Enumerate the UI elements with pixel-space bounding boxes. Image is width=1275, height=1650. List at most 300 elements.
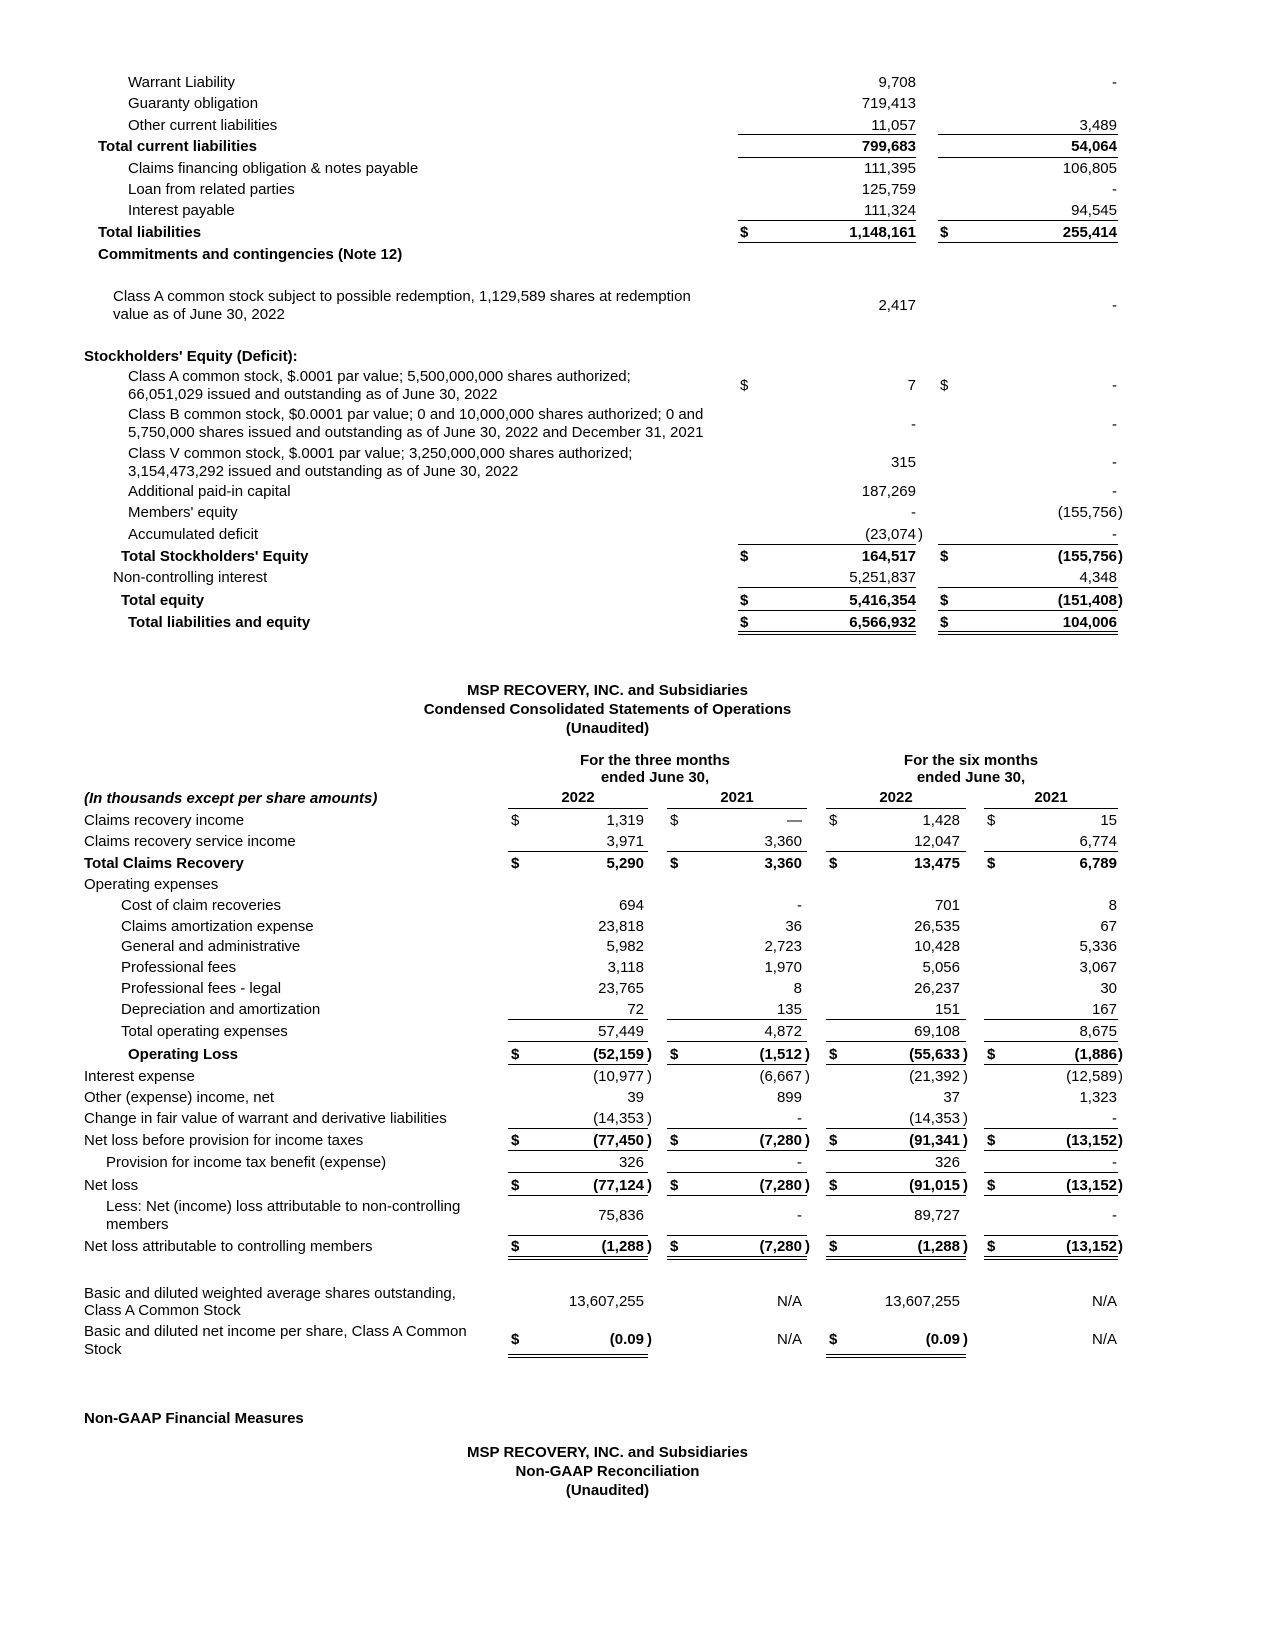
value-3m-2022: 326 [618, 1154, 644, 1171]
year-header: 2021 [1034, 789, 1068, 806]
value-2021: - [1112, 483, 1117, 500]
value-6m-2022: 151 [934, 1001, 960, 1018]
currency-symbol: $ [829, 1046, 838, 1063]
row-label: Less: Net (income) loss attributable to non-controlling [106, 1198, 461, 1215]
value-6m-2022: 13,475 [914, 855, 960, 872]
double-underline [826, 1354, 966, 1358]
currency-symbol: $ [511, 1238, 520, 1255]
underline [984, 1195, 1118, 1196]
value-3m-2021: — [787, 812, 802, 829]
underline [984, 851, 1118, 852]
row-label: Depreciation and amortization [121, 1001, 321, 1018]
value-2022: 9,708 [878, 74, 916, 91]
value-6m-2021: 1,323 [1079, 1089, 1117, 1106]
value-3m-2021: - [797, 1110, 802, 1127]
currency-symbol: $ [940, 377, 949, 394]
underline [826, 1064, 966, 1065]
row-label: Claims amortization expense [121, 918, 314, 935]
row-label: Guaranty obligation [128, 95, 259, 112]
value-3m-2021: N/A [776, 1331, 802, 1348]
value-2022: 125,759 [861, 181, 916, 198]
row-label: Operating expenses [84, 876, 219, 893]
close-paren: ) [805, 1046, 810, 1063]
row-label: Class V common stock, $.0001 par value; 3,250,000,000 shares authorized; [128, 445, 633, 462]
row-label: Class B common stock, $0.0001 par value; 0 and 10,000,000 shares authorized; 0 and [128, 406, 704, 423]
currency-symbol: $ [829, 855, 838, 872]
value-3m-2022: (10,977 [593, 1068, 644, 1085]
underline [938, 544, 1118, 545]
currency-symbol: $ [511, 812, 520, 829]
non-gaap-title [0, 1443, 1275, 1500]
row-label: Basic and diluted weighted average shares outstanding, [84, 1285, 456, 1302]
row-label: Members' equity [128, 504, 238, 521]
currency-symbol: $ [940, 224, 949, 241]
close-paren: ) [1118, 504, 1123, 521]
row-label: Total Stockholders' Equity [121, 548, 309, 565]
value-3m-2021: 899 [776, 1089, 802, 1106]
underline [667, 1235, 807, 1236]
row-label: Class A common stock, $.0001 par value; 5,500,000,000 shares authorized; [128, 368, 631, 385]
value-2022: 164,517 [861, 548, 916, 565]
underline [667, 1172, 807, 1173]
value-6m-2021: 167 [1091, 1001, 1117, 1018]
row-label: Class A Common Stock [84, 1302, 241, 1319]
underline [508, 808, 648, 809]
value-3m-2022: (52,159 [593, 1046, 644, 1063]
value-2022: - [911, 416, 916, 433]
value-3m-2022: (14,353 [593, 1110, 644, 1127]
close-paren: ) [647, 1068, 652, 1085]
value-6m-2022: (0.09 [925, 1331, 960, 1348]
double-underline [938, 631, 1118, 635]
value-2022: 7 [907, 377, 916, 394]
value-6m-2021: 30 [1100, 980, 1117, 997]
underline [938, 587, 1118, 588]
value-2021: 94,545 [1071, 202, 1117, 219]
currency-symbol: $ [940, 592, 949, 609]
value-6m-2021: (13,152 [1066, 1132, 1117, 1149]
close-paren: ) [963, 1046, 968, 1063]
underline [938, 134, 1118, 135]
value-2022: 11,057 [871, 117, 916, 134]
double-underline [738, 631, 916, 635]
close-paren: ) [963, 1331, 968, 1348]
value-6m-2021: 6,774 [1079, 833, 1117, 850]
value-2022: 1,148,161 [849, 224, 916, 241]
double-underline [508, 1354, 648, 1358]
value-2021: (155,756 [1057, 504, 1117, 521]
value-2021: (151,408 [1057, 592, 1117, 609]
value-2021: - [1112, 526, 1117, 543]
value-6m-2021: (13,152 [1066, 1238, 1117, 1255]
value-6m-2022: (55,633 [909, 1046, 960, 1063]
close-paren: ) [1118, 1132, 1123, 1149]
value-3m-2021: 135 [776, 1001, 802, 1018]
value-2022: 111,324 [864, 202, 916, 219]
currency-symbol: $ [670, 1177, 679, 1194]
row-label: Total current liabilities [98, 138, 257, 155]
currency-symbol: $ [670, 855, 679, 872]
value-6m-2021: 8 [1108, 897, 1117, 914]
double-underline [984, 1256, 1118, 1260]
currency-symbol: $ [670, 1132, 679, 1149]
value-3m-2022: 23,765 [598, 980, 644, 997]
close-paren: ) [647, 1177, 652, 1194]
close-paren: ) [805, 1238, 810, 1255]
unit-note: (In thousands except per share amounts) [84, 790, 378, 807]
row-label: Change in fair value of warrant and derivative liabilities [84, 1110, 447, 1127]
value-2022: 5,251,837 [849, 569, 916, 586]
row-label: Interest payable [128, 202, 235, 219]
value-3m-2022: 694 [618, 897, 644, 914]
underline [984, 1150, 1118, 1151]
value-3m-2021: 1,970 [764, 959, 802, 976]
close-paren: ) [963, 1068, 968, 1085]
row-label: 66,051,029 issued and outstanding as of June 30, 2022 [128, 386, 498, 403]
close-paren: ) [805, 1068, 810, 1085]
value-3m-2021: - [797, 897, 802, 914]
value-6m-2022: 26,535 [914, 918, 960, 935]
underline [826, 1172, 966, 1173]
three-months-header [540, 752, 770, 786]
audit-status: (Unaudited) [565, 1482, 650, 1499]
value-6m-2021: 3,067 [1079, 959, 1117, 976]
underline [826, 1235, 966, 1236]
currency-symbol: $ [511, 1046, 520, 1063]
value-6m-2022: 1,428 [922, 812, 960, 829]
currency-symbol: $ [511, 855, 520, 872]
underline [984, 1041, 1118, 1042]
currency-symbol: $ [740, 377, 749, 394]
row-label: Accumulated deficit [128, 526, 259, 543]
value-2021: - [1112, 297, 1117, 314]
currency-symbol: $ [987, 855, 996, 872]
value-2021: 104,006 [1062, 614, 1117, 631]
currency-symbol: $ [740, 614, 749, 631]
close-paren: ) [963, 1238, 968, 1255]
company-name: MSP RECOVERY, INC. and Subsidiaries [467, 1444, 748, 1461]
underline [667, 1019, 807, 1020]
underline [826, 1019, 966, 1020]
value-2021: - [1112, 377, 1117, 394]
close-paren: ) [1118, 592, 1123, 609]
underline [826, 1041, 966, 1042]
row-label: Provision for income tax benefit (expense) [106, 1154, 387, 1171]
value-3m-2022: 23,818 [598, 918, 644, 935]
value-6m-2022: (14,353 [909, 1110, 960, 1127]
underline [508, 851, 648, 852]
row-label: Class A common stock subject to possible redemption, 1,129,589 shares at redemption [113, 288, 691, 305]
underline [826, 1195, 966, 1196]
underline [508, 1019, 648, 1020]
value-2021: - [1112, 181, 1117, 198]
value-6m-2022: 12,047 [914, 833, 960, 850]
currency-symbol: $ [670, 1238, 679, 1255]
close-paren: ) [647, 1046, 652, 1063]
underline [508, 1235, 648, 1236]
close-paren: ) [805, 1132, 810, 1149]
value-3m-2022: 72 [627, 1001, 644, 1018]
value-6m-2021: N/A [1091, 1331, 1117, 1348]
value-2022: 111,395 [864, 160, 916, 177]
underline [938, 157, 1118, 158]
row-label: Basic and diluted net income per share, Class A Common [84, 1323, 467, 1340]
underline [738, 544, 916, 545]
underline [984, 808, 1118, 809]
currency-symbol: $ [987, 1238, 996, 1255]
row-label: Warrant Liability [128, 74, 235, 91]
value-3m-2022: 39 [627, 1089, 644, 1106]
value-2022: 799,683 [861, 138, 916, 155]
row-label: Additional paid-in capital [128, 483, 291, 500]
currency-symbol: $ [987, 1177, 996, 1194]
value-3m-2021: (7,280 [759, 1177, 802, 1194]
row-label: Claims recovery service income [84, 833, 296, 850]
underline [508, 1172, 648, 1173]
statement-name: Non-GAAP Reconciliation [515, 1463, 700, 1480]
value-3m-2021: 4,872 [764, 1023, 802, 1040]
value-2022: 2,417 [878, 297, 916, 314]
value-3m-2022: 75,836 [598, 1207, 644, 1224]
year-header: 2021 [720, 789, 754, 806]
value-2022: - [911, 504, 916, 521]
underline [738, 220, 916, 221]
value-2021: 3,489 [1079, 117, 1117, 134]
row-label: Total equity [121, 592, 205, 609]
currency-symbol: $ [511, 1177, 520, 1194]
value-6m-2021: 5,336 [1079, 938, 1117, 955]
value-6m-2021: 8,675 [1079, 1023, 1117, 1040]
value-3m-2021: N/A [776, 1293, 802, 1310]
value-3m-2022: 1,319 [606, 812, 644, 829]
currency-symbol: $ [670, 1046, 679, 1063]
value-3m-2021: 8 [793, 980, 802, 997]
value-3m-2022: (77,450 [593, 1132, 644, 1149]
row-label: Total Claims Recovery [84, 855, 244, 872]
value-6m-2022: (91,341 [909, 1132, 960, 1149]
value-6m-2021: - [1112, 1154, 1117, 1171]
value-2021: - [1112, 74, 1117, 91]
row-label: Professional fees - legal [121, 980, 282, 997]
underline [508, 1195, 648, 1196]
value-3m-2022: (77,124 [593, 1177, 644, 1194]
underline [738, 610, 916, 611]
header-line: ended June 30, [600, 769, 710, 786]
currency-symbol: $ [940, 614, 949, 631]
row-label: Commitments and contingencies (Note 12) [98, 246, 403, 263]
value-3m-2022: 5,290 [606, 855, 644, 872]
value-2022: 315 [890, 454, 916, 471]
underline [667, 1195, 807, 1196]
underline [508, 1150, 648, 1151]
currency-symbol: $ [940, 548, 949, 565]
row-label: Net loss before provision for income taxes [84, 1132, 364, 1149]
underline [938, 242, 1118, 243]
value-2022: 187,269 [861, 483, 916, 500]
currency-symbol: $ [987, 812, 996, 829]
row-label: Other (expense) income, net [84, 1089, 275, 1106]
value-6m-2022: 26,237 [914, 980, 960, 997]
value-2021: (155,756 [1057, 548, 1117, 565]
underline [667, 1064, 807, 1065]
underline [738, 157, 916, 158]
double-underline [826, 1256, 966, 1260]
close-paren: ) [647, 1110, 652, 1127]
row-label: Loan from related parties [128, 181, 295, 198]
value-3m-2021: (1,512 [759, 1046, 802, 1063]
row-label: Other current liabilities [128, 117, 278, 134]
underline [667, 808, 807, 809]
value-6m-2022: 10,428 [914, 938, 960, 955]
value-3m-2022: 13,607,255 [568, 1293, 644, 1310]
close-paren: ) [963, 1177, 968, 1194]
value-2021: - [1112, 454, 1117, 471]
value-6m-2022: 326 [934, 1154, 960, 1171]
value-6m-2021: 6,789 [1079, 855, 1117, 872]
row-label: Total operating expenses [121, 1023, 288, 1040]
underline [667, 851, 807, 852]
row-label: General and administrative [121, 938, 301, 955]
underline [508, 1064, 648, 1065]
value-6m-2022: (91,015 [909, 1177, 960, 1194]
underline [667, 1128, 807, 1129]
value-6m-2022: 701 [934, 897, 960, 914]
row-label: Non-controlling interest [113, 569, 268, 586]
value-2021: 54,064 [1071, 138, 1117, 155]
close-paren: ) [918, 526, 923, 543]
row-label: 3,154,473,292 issued and outstanding as of June 30, 2022 [128, 463, 519, 480]
row-label: Interest expense [84, 1068, 195, 1085]
value-3m-2021: 2,723 [764, 938, 802, 955]
value-2021: 106,805 [1062, 160, 1117, 177]
row-label: Total liabilities [98, 224, 202, 241]
value-6m-2021: 15 [1100, 812, 1117, 829]
value-2021: - [1112, 416, 1117, 433]
row-label: Cost of claim recoveries [121, 897, 282, 914]
close-paren: ) [1118, 548, 1123, 565]
underline [738, 587, 916, 588]
value-2022: 719,413 [861, 95, 916, 112]
year-header: 2022 [879, 789, 913, 806]
section-heading: Non-GAAP Financial Measures [84, 1410, 304, 1427]
value-6m-2022: (21,392 [909, 1068, 960, 1085]
value-6m-2022: 13,607,255 [884, 1293, 960, 1310]
underline [508, 1128, 648, 1129]
row-label: members [106, 1216, 169, 1233]
double-underline [508, 1256, 648, 1260]
value-6m-2021: - [1112, 1110, 1117, 1127]
value-2022: 5,416,354 [849, 592, 916, 609]
header-line: ended June 30, [916, 769, 1026, 786]
row-label: Claims financing obligation & notes payable [128, 160, 419, 177]
currency-symbol: $ [829, 1238, 838, 1255]
value-3m-2021: 3,360 [764, 855, 802, 872]
value-3m-2021: (7,280 [759, 1132, 802, 1149]
value-3m-2022: (1,288 [601, 1238, 644, 1255]
close-paren: ) [1118, 1177, 1123, 1194]
value-3m-2021: 3,360 [764, 833, 802, 850]
close-paren: ) [1118, 1046, 1123, 1063]
double-underline [667, 1256, 807, 1260]
value-6m-2021: (13,152 [1066, 1177, 1117, 1194]
currency-symbol: $ [829, 1331, 838, 1348]
value-6m-2022: (1,288 [917, 1238, 960, 1255]
header-line: For the three months [579, 752, 730, 769]
underline [938, 220, 1118, 221]
underline [826, 1128, 966, 1129]
value-3m-2022: 3,971 [606, 833, 644, 850]
value-6m-2021: N/A [1091, 1293, 1117, 1310]
company-name: MSP RECOVERY, INC. and Subsidiaries [467, 682, 748, 699]
value-2021: 4,348 [1079, 569, 1117, 586]
value-3m-2021: - [797, 1154, 802, 1171]
value-2022: 6,566,932 [849, 614, 916, 631]
statement-name: Condensed Consolidated Statements of Operations [423, 701, 792, 718]
close-paren: ) [963, 1110, 968, 1127]
currency-symbol: $ [987, 1046, 996, 1063]
value-3m-2022: (0.09 [609, 1331, 644, 1348]
row-label: Professional fees [121, 959, 237, 976]
underline [984, 1172, 1118, 1173]
underline [938, 610, 1118, 611]
underline [826, 808, 966, 809]
value-6m-2021: (1,886 [1074, 1046, 1117, 1063]
close-paren: ) [805, 1177, 810, 1194]
operations-title [0, 681, 1275, 738]
close-paren: ) [963, 1132, 968, 1149]
underline [667, 1041, 807, 1042]
currency-symbol: $ [740, 548, 749, 565]
currency-symbol: $ [829, 1132, 838, 1149]
underline [738, 134, 916, 135]
value-6m-2021: 67 [1100, 918, 1117, 935]
value-3m-2022: 3,118 [607, 959, 644, 976]
row-label: Total liabilities and equity [128, 614, 311, 631]
currency-symbol: $ [987, 1132, 996, 1149]
underline [826, 851, 966, 852]
six-months-header [856, 752, 1086, 786]
close-paren: ) [647, 1331, 652, 1348]
underline [984, 1235, 1118, 1236]
underline [738, 242, 916, 243]
value-6m-2021: - [1112, 1207, 1117, 1224]
row-label: 5,750,000 shares issued and outstanding as of June 30, 2022 and December 31, 2021 [128, 424, 704, 441]
value-2021: 255,414 [1062, 224, 1117, 241]
row-label: Operating Loss [128, 1046, 239, 1063]
value-6m-2022: 37 [943, 1089, 960, 1106]
currency-symbol: $ [829, 1177, 838, 1194]
row-label: Net loss attributable to controlling members [84, 1238, 373, 1255]
underline [984, 1128, 1118, 1129]
underline [984, 1019, 1118, 1020]
close-paren: ) [1118, 1238, 1123, 1255]
row-label: Claims recovery income [84, 812, 245, 829]
value-2022: (23,074 [865, 526, 916, 543]
value-3m-2022: 5,982 [606, 938, 644, 955]
value-6m-2022: 69,108 [914, 1023, 960, 1040]
underline [508, 1041, 648, 1042]
header-line: For the six months [903, 752, 1039, 769]
value-6m-2022: 5,056 [922, 959, 960, 976]
currency-symbol: $ [511, 1132, 520, 1149]
value-3m-2021: 36 [785, 918, 802, 935]
value-6m-2021: (12,589 [1066, 1068, 1117, 1085]
currency-symbol: $ [670, 812, 679, 829]
row-label: Net loss [84, 1177, 139, 1194]
section-heading: Stockholders' Equity (Deficit): [84, 348, 298, 365]
currency-symbol: $ [740, 224, 749, 241]
currency-symbol: $ [829, 812, 838, 829]
